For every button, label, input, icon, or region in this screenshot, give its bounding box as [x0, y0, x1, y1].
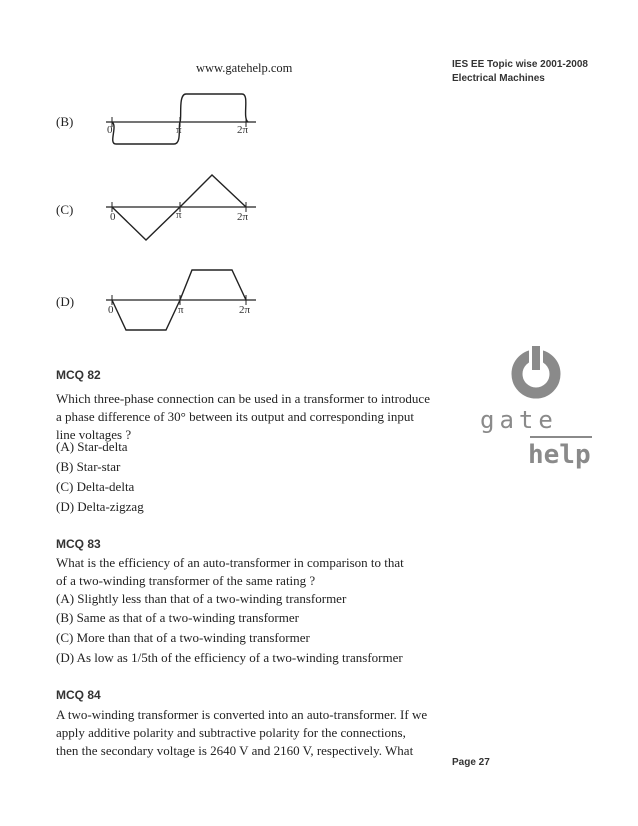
page-number: Page 27 — [452, 757, 490, 768]
power-icon — [510, 344, 570, 404]
tick-label-0: 0 — [110, 211, 116, 223]
waveform-c — [96, 170, 266, 246]
question-title: MCQ 82 — [56, 368, 101, 382]
question-text — [56, 390, 436, 444]
logo-rule — [530, 436, 592, 438]
question-text — [56, 554, 436, 590]
question-title: MCQ 84 — [56, 688, 101, 702]
tick-label-2pi: 2π — [239, 304, 251, 316]
question-text — [56, 706, 436, 760]
answer-option: (B) Same as that of a two-winding transformer — [56, 610, 299, 625]
question-line: What is the efficiency of an auto-transformer in comparison to that — [56, 555, 404, 570]
waveform-path — [112, 94, 248, 144]
waveform-d — [96, 264, 266, 336]
question-line: Which three-phase connection can be used in a transformer to introduce — [56, 391, 430, 406]
question-line: a phase difference of 30° between its output and corresponding input — [56, 409, 415, 424]
tick-label-2pi: 2π — [237, 211, 249, 223]
answer-option: (D) As low as 1/5th of the efficiency of a two-winding transformer — [56, 650, 403, 665]
gatehelp-logo — [476, 344, 596, 480]
answer-option: (C) More than that of a two-winding transformer — [56, 630, 310, 645]
site-url: www.gatehelp.com — [196, 61, 293, 75]
question-line: A two-winding transformer is converted into an auto-transformer. If we — [56, 707, 428, 722]
tick-label-0: 0 — [107, 124, 113, 136]
topic-line-1: IES EE Topic wise 2001-2008 — [452, 59, 588, 70]
tick-label-pi: π — [176, 209, 182, 221]
answer-option: (A) Slightly less than that of a two-winding transformer — [56, 591, 347, 606]
question-line: then the secondary voltage is 2640 V and 2160 V, respectively. What — [56, 743, 414, 758]
tick-label-2pi: 2π — [237, 124, 249, 136]
logo-gate-text: gate — [480, 406, 558, 434]
question-line: of a two-winding transformer of the same rating ? — [56, 573, 316, 588]
topic-header — [452, 58, 588, 86]
answer-option: (D) Delta-zigzag — [56, 499, 144, 514]
question-title: MCQ 83 — [56, 537, 101, 551]
answer-option: (B) Star-star — [56, 459, 121, 474]
tick-label-pi: π — [178, 304, 184, 316]
option-c-label: (C) — [56, 202, 74, 217]
answer-option: (C) Delta-delta — [56, 479, 135, 494]
topic-line-2: Electrical Machines — [452, 73, 545, 84]
question-line: line voltages ? — [56, 427, 132, 442]
logo-help-text: help — [528, 440, 591, 470]
tick-label-pi: π — [176, 124, 182, 136]
tick-label-0: 0 — [108, 304, 114, 316]
answer-option: (A) Star-delta — [56, 439, 128, 454]
option-d-label: (D) — [56, 294, 75, 309]
option-b-label: (B) — [56, 114, 74, 129]
waveform-b — [96, 86, 266, 150]
question-line: apply additive polarity and subtractive polarity for the connections, — [56, 725, 406, 740]
